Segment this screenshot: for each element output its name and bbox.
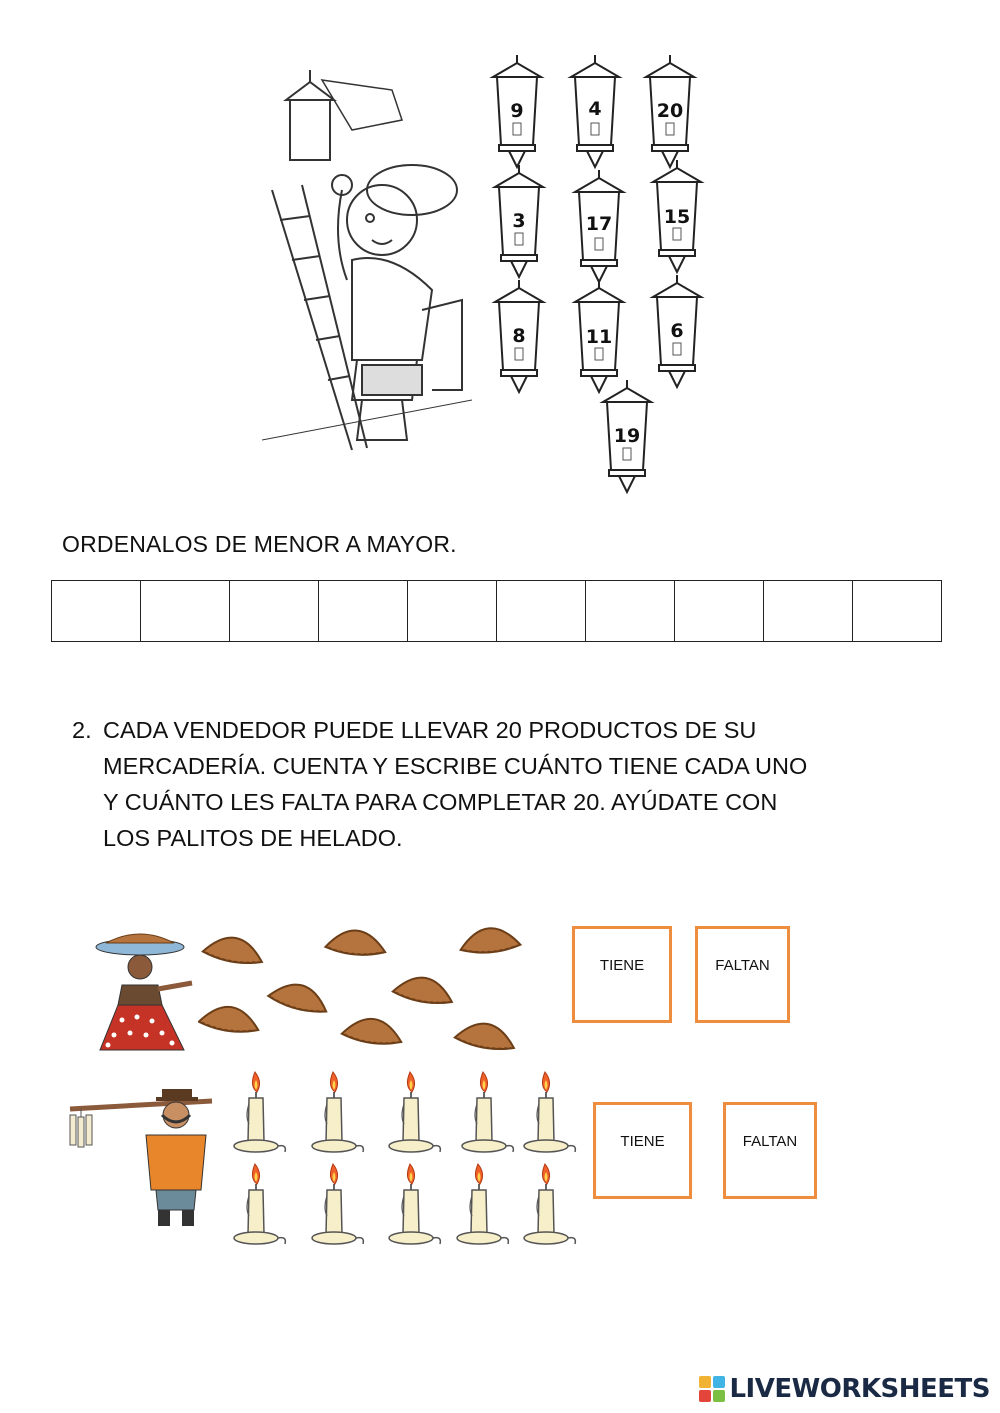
order-answer-row (51, 580, 942, 642)
liveworksheets-logo (699, 1374, 990, 1404)
svg-text:3: 3 (512, 210, 526, 232)
candle-icon (312, 1164, 363, 1244)
candle-icon (389, 1164, 440, 1244)
candle-icon (389, 1072, 440, 1152)
faltan-label: FALTAN (715, 957, 770, 974)
empanada-icon (325, 928, 387, 957)
order-answer-cell[interactable] (319, 581, 408, 641)
order-answer-cell[interactable] (52, 581, 141, 641)
order-answer-cell[interactable] (497, 581, 586, 641)
lantern-8 (575, 280, 623, 392)
candle-icon (462, 1072, 513, 1152)
svg-text:19: 19 (613, 425, 641, 447)
svg-text:4: 4 (588, 98, 602, 120)
faltan-label: FALTAN (742, 1133, 798, 1150)
lantern-3 (646, 55, 694, 167)
empanada-icon (202, 933, 265, 967)
empanada-seller-icon (92, 925, 202, 1055)
svg-text:20: 20 (656, 100, 684, 122)
order-answer-cell[interactable] (408, 581, 497, 641)
lantern-4 (495, 165, 543, 277)
lanterns-group (485, 55, 730, 505)
tiene-label: TIENE (599, 957, 645, 974)
lantern-5 (575, 170, 623, 282)
empanada-icon (459, 926, 521, 955)
empanada-icon (392, 973, 455, 1007)
order-answer-cell[interactable] (675, 581, 764, 641)
order-answer-cell[interactable] (141, 581, 230, 641)
svg-text:9: 9 (510, 100, 524, 122)
svg-text:15: 15 (663, 206, 691, 228)
order-answer-cell[interactable] (586, 581, 675, 641)
lantern-6 (653, 160, 701, 272)
order-answer-cell[interactable] (764, 581, 853, 641)
candle-icon (234, 1072, 285, 1152)
question-text: CADA VENDEDOR PUEDE LLEVAR 20 PRODUCTOS DE SU MERCADERÍA. CUENTA Y ESCRIBE CUÁNTO TIENE CADA UNO Y CUÁNTO LES FALTA PARA COMPLETAR 20. AYÚDATE CON LOS PALITOS DE HELADO. (103, 717, 808, 851)
lantern-2 (571, 55, 619, 167)
empanada-icon (267, 978, 331, 1017)
order-answer-cell[interactable] (230, 581, 319, 641)
candle-icon (457, 1164, 508, 1244)
instruction-order: ORDENALOS DE MENOR A MAYOR. (62, 531, 457, 557)
lantern-7 (495, 280, 543, 392)
svg-text:17: 17 (585, 213, 613, 235)
lantern-10 (603, 380, 651, 492)
candle-icon (524, 1164, 575, 1244)
empanada-icon (454, 1019, 517, 1053)
svg-text:6: 6 (670, 320, 684, 342)
empanada-icon (198, 1003, 261, 1035)
logo-blocks-icon (699, 1376, 725, 1402)
tiene-label: TIENE (620, 1133, 665, 1150)
candle-icon (312, 1072, 363, 1152)
question-number: 2. (72, 717, 92, 743)
candle-seller-icon (66, 1085, 216, 1230)
tiene-box-row1[interactable] (572, 926, 672, 1023)
order-answer-cell[interactable] (853, 581, 941, 641)
faltan-box-row1[interactable] (695, 926, 790, 1023)
svg-text:11: 11 (585, 326, 613, 348)
empanada-icon (341, 1015, 404, 1047)
candle-group (228, 1068, 588, 1253)
svg-text:8: 8 (512, 325, 526, 347)
empanada-group (198, 912, 523, 1057)
candle-icon (234, 1164, 285, 1244)
brand-text: LIVEWORKSHEETS (729, 1374, 990, 1404)
lamplighter-illustration (262, 60, 472, 470)
tiene-box-row2[interactable] (593, 1102, 692, 1199)
candle-icon (524, 1072, 575, 1152)
lantern-9 (653, 275, 701, 387)
faltan-box-row2[interactable] (723, 1102, 817, 1199)
lantern-1 (493, 55, 541, 167)
